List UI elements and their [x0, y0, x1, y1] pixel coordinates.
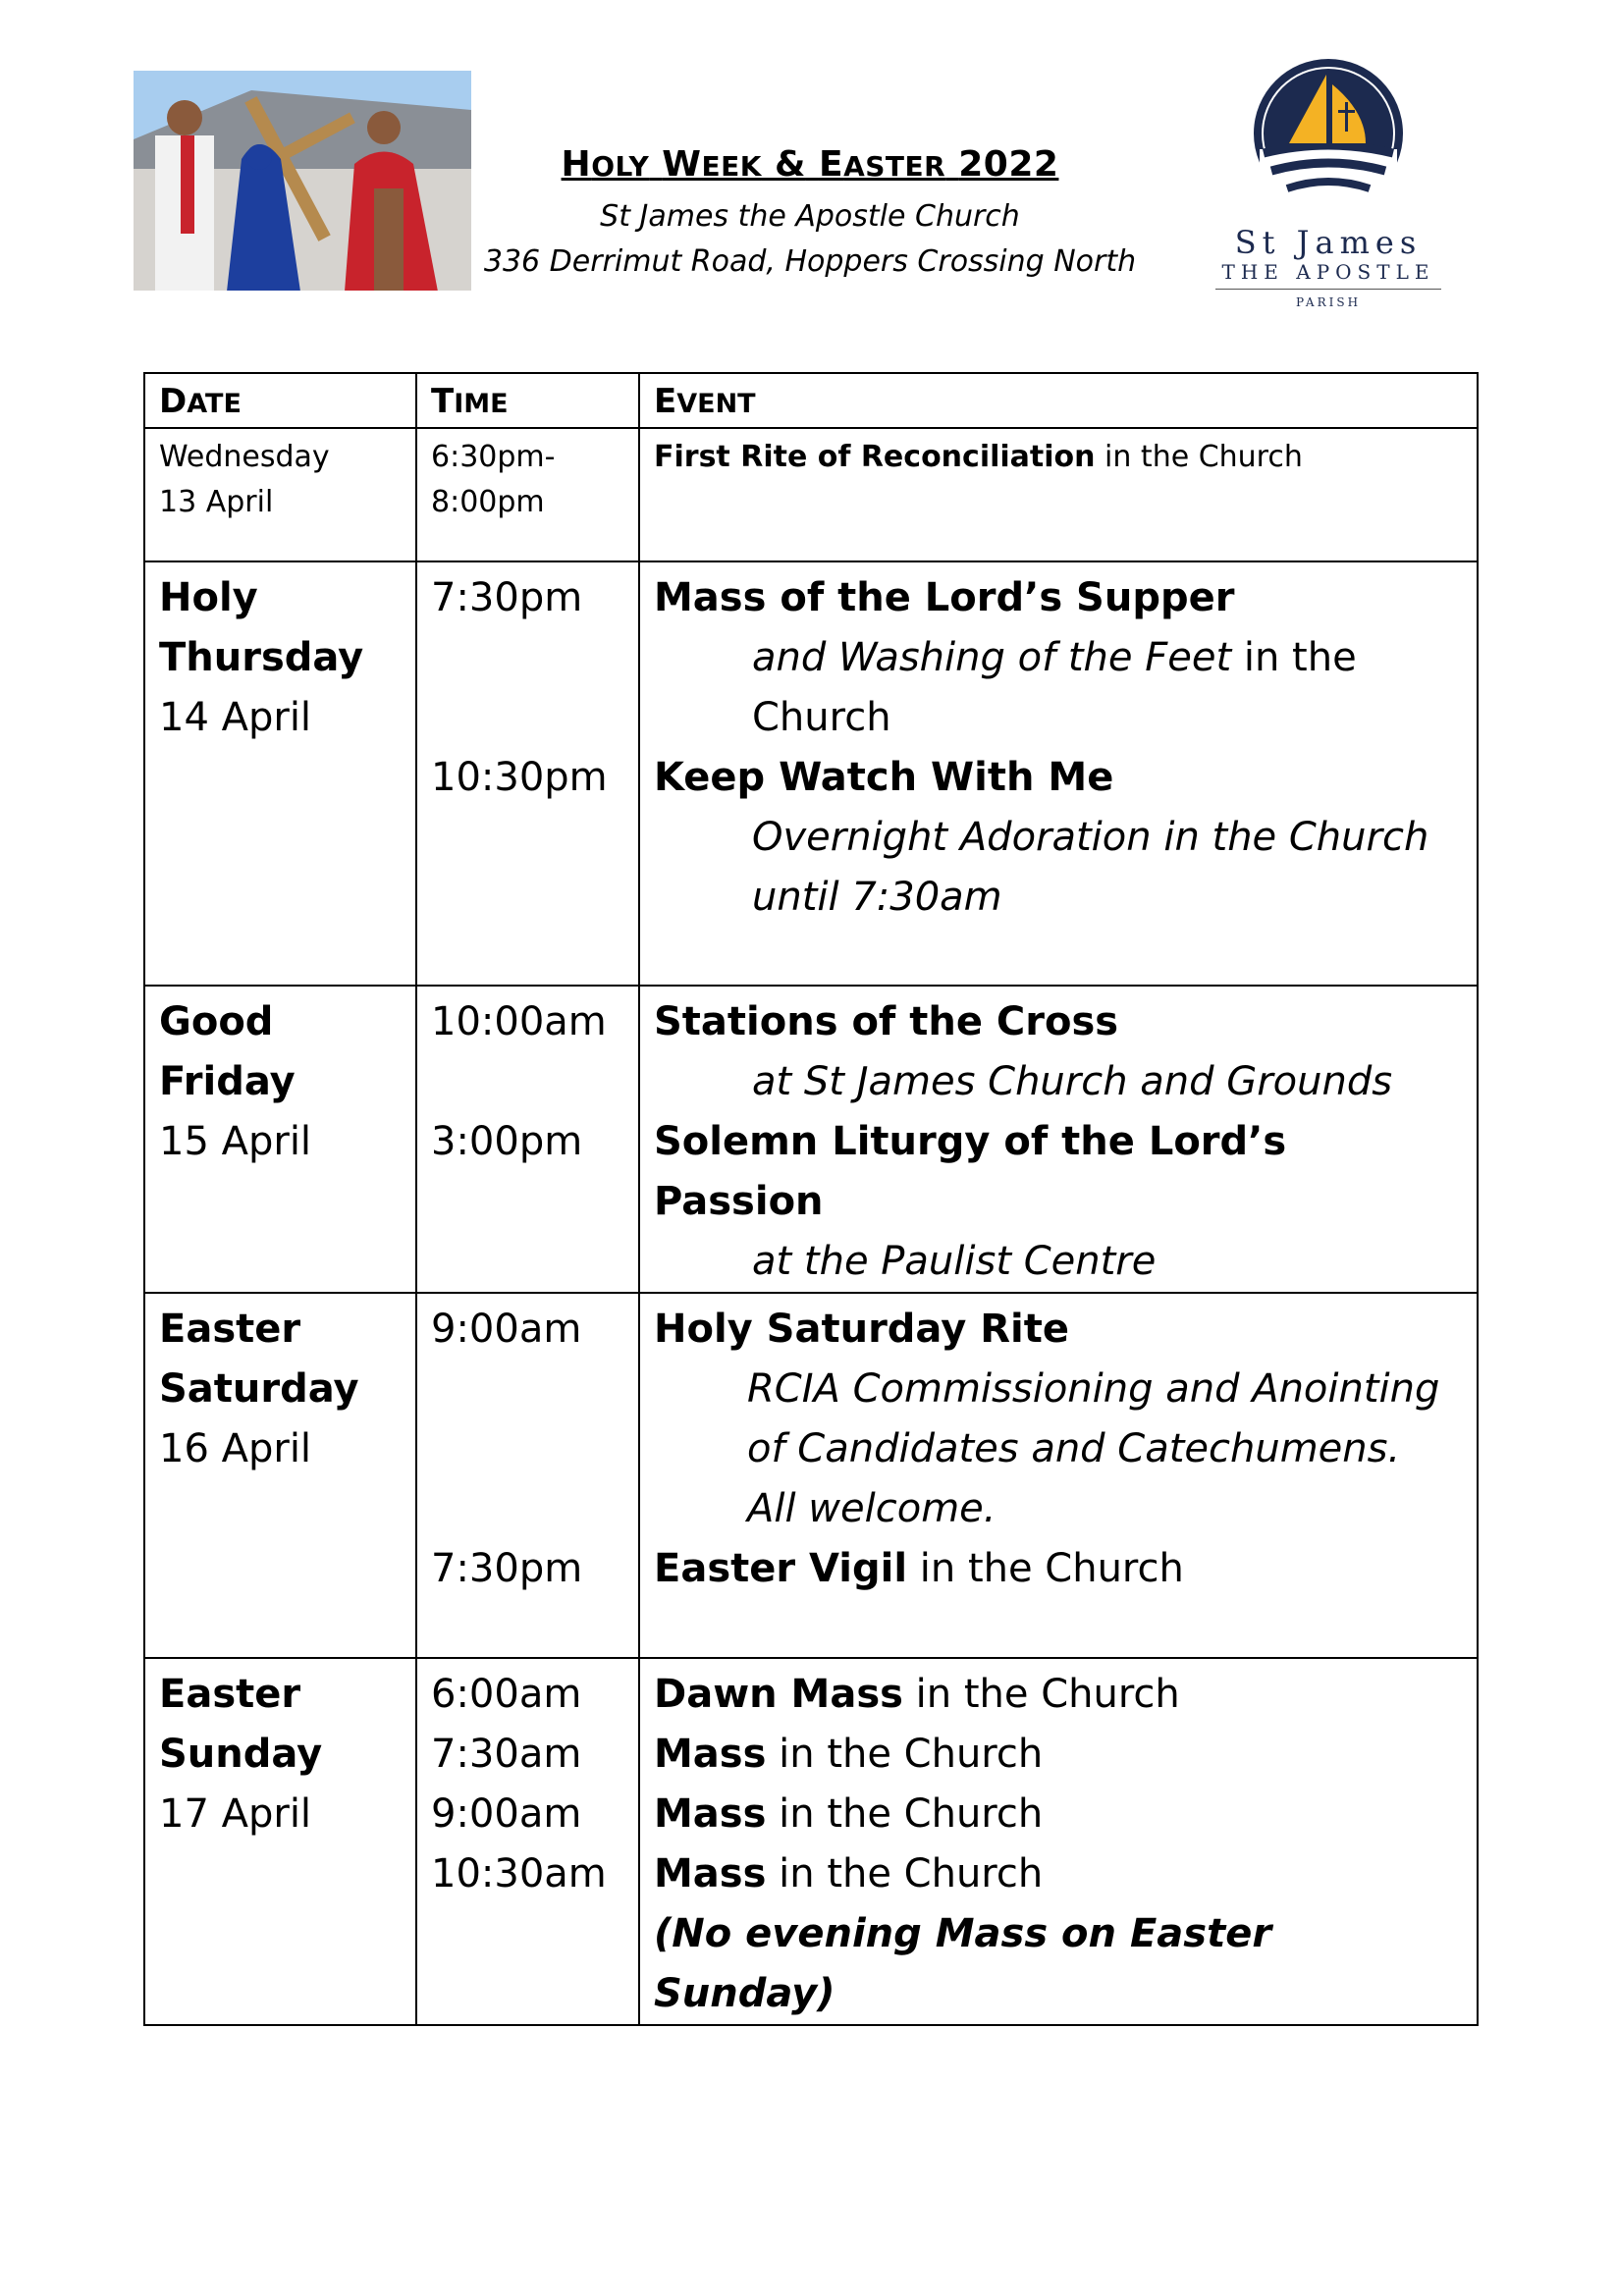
time-cell [416, 986, 639, 1293]
date-day: Friday [159, 1059, 296, 1104]
date-day: Easter [159, 1672, 301, 1717]
time-value: 6:30pm- [431, 440, 556, 474]
header-photo [134, 71, 471, 291]
table-row [144, 1658, 1478, 2025]
event-detail: Overnight Adoration in the Church [752, 815, 1429, 860]
event-line: Mass in the Church [654, 1732, 1044, 1777]
event-title: Mass of the Lord’s Supper [654, 575, 1235, 620]
time-value: 10:30am [431, 1851, 607, 1896]
event-line: First Rite of Reconciliation in the Church [654, 440, 1303, 474]
date-day: Good [159, 999, 274, 1044]
event-title: Solemn Liturgy of the Lord’s Passion [654, 1119, 1287, 1224]
time-cell [416, 1658, 639, 2025]
church-name: St James the Apostle Church [600, 199, 1020, 234]
event-line: Mass in the Church [654, 1851, 1044, 1896]
header-title-block [461, 143, 1158, 285]
time-cell [416, 428, 639, 561]
date-date: 15 April [159, 1119, 312, 1164]
event-detail: of Candidates and Catechumens. [747, 1426, 1401, 1471]
event-detail: until 7:30am [752, 875, 1002, 920]
event-detail: Church [752, 695, 891, 740]
date-day: Sunday [159, 1732, 323, 1777]
time-value: 10:30pm [431, 755, 608, 800]
event-detail: All welcome. [747, 1486, 997, 1531]
date-cell [144, 1293, 416, 1658]
date-date: 16 April [159, 1426, 312, 1471]
date-day: Saturday [159, 1366, 359, 1412]
date-date: 13 April [159, 485, 274, 519]
table-row [144, 561, 1478, 986]
time-value: 6:00am [431, 1672, 582, 1717]
time-cell [416, 561, 639, 986]
date-day: Wednesday [159, 440, 330, 474]
page-title: HOLY WEEK & EASTER 2022 [561, 144, 1059, 185]
table-row [144, 1293, 1478, 1658]
time-value: 3:00pm [431, 1119, 583, 1164]
date-day: Holy [159, 575, 258, 620]
time-cell [416, 1293, 639, 1658]
parish-logo [1215, 55, 1441, 340]
event-line: Dawn Mass in the Church [654, 1672, 1180, 1717]
event-detail: and Washing of the Feet in the [752, 635, 1357, 680]
date-cell [144, 561, 416, 986]
event-cell [639, 1293, 1478, 1658]
event-title: Holy Saturday Rite [654, 1307, 1069, 1352]
date-cell [144, 428, 416, 561]
event-cell [639, 1658, 1478, 2025]
logo-name: St James [1234, 224, 1423, 261]
time-value: 9:00am [431, 1307, 582, 1352]
event-title: Stations of the Cross [654, 999, 1119, 1044]
time-value: 7:30am [431, 1732, 582, 1777]
time-value: 8:00pm [431, 485, 545, 519]
time-value: 7:30pm [431, 1546, 583, 1591]
event-detail: RCIA Commissioning and Anointing [747, 1366, 1440, 1412]
date-cell [144, 1658, 416, 2025]
stations-photo-illustration [134, 71, 471, 291]
event-cell [639, 986, 1478, 1293]
date-date: 17 April [159, 1791, 312, 1837]
date-day: Thursday [159, 635, 364, 680]
event-note: (No evening Mass on Easter Sunday) [654, 1911, 1272, 2016]
date-day: Easter [159, 1307, 301, 1352]
column-header-date: DATE [144, 373, 416, 428]
event-line: Mass in the Church [654, 1791, 1044, 1837]
event-detail: at St James Church and Grounds [752, 1059, 1393, 1104]
schedule-table [143, 372, 1479, 2026]
event-title: Keep Watch With Me [654, 755, 1114, 800]
logo-parish: PARISH [1295, 295, 1362, 309]
table-row [144, 428, 1478, 561]
event-cell [639, 561, 1478, 986]
event-line: Easter Vigil in the Church [654, 1546, 1184, 1591]
date-cell [144, 986, 416, 1293]
date-date: 14 April [159, 695, 312, 740]
time-value: 7:30pm [431, 575, 583, 620]
sail-boat-emblem-icon [1250, 55, 1407, 212]
column-header-time: TIME [416, 373, 639, 428]
church-address: 336 Derrimut Road, Hoppers Crossing North [483, 244, 1137, 279]
table-header-row [144, 373, 1478, 428]
time-value: 10:00am [431, 999, 607, 1044]
column-header-event: EVENT [639, 373, 1478, 428]
time-value: 9:00am [431, 1791, 582, 1837]
event-detail: at the Paulist Centre [752, 1239, 1157, 1284]
logo-subtitle: THE APOSTLE [1215, 259, 1441, 290]
table-row [144, 986, 1478, 1293]
event-cell [639, 428, 1478, 561]
